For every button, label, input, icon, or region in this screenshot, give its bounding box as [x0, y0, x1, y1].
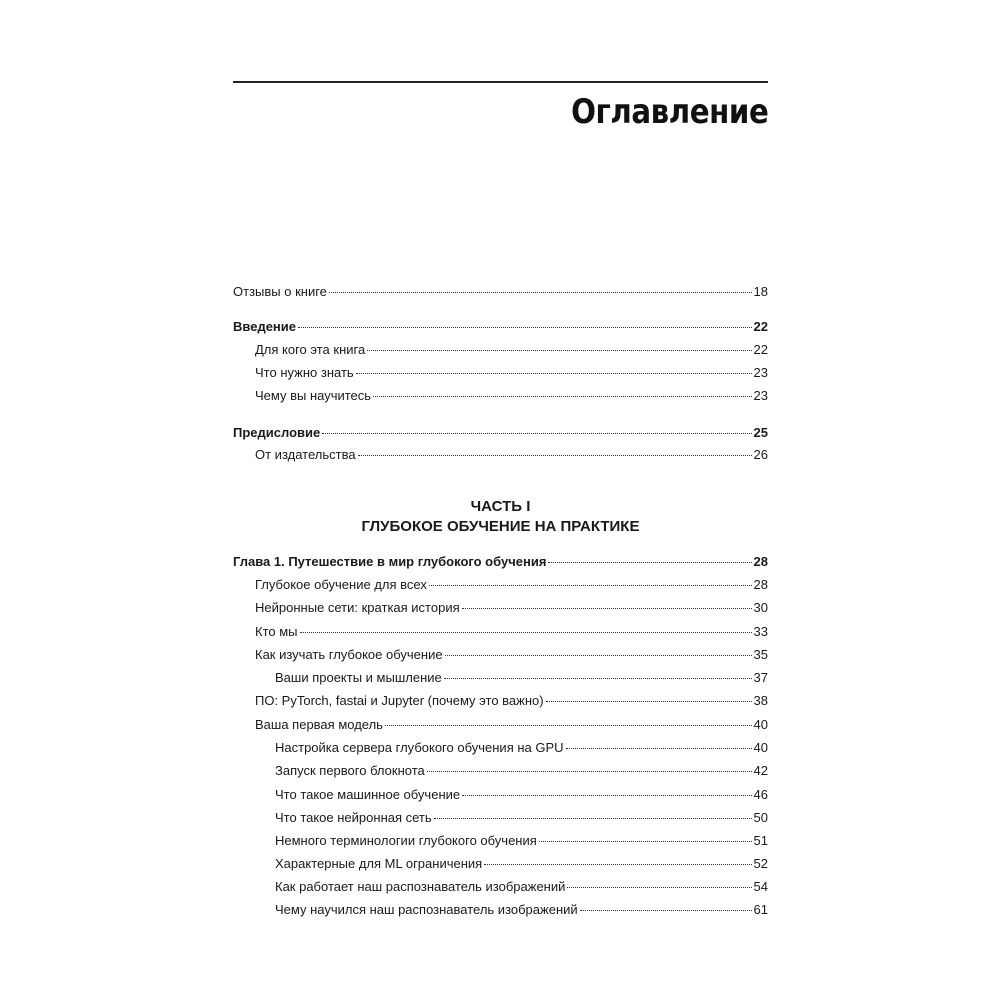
toc-entry-label: Глава 1. Путешествие в мир глубокого обучения — [233, 554, 547, 569]
dot-leader — [546, 701, 752, 702]
toc-entry-page: 33 — [753, 624, 768, 639]
toc-entry-page: 42 — [753, 763, 768, 778]
toc-entry — [233, 423, 768, 443]
part-number: ЧАСТЬ I — [470, 498, 531, 515]
toc-entry-label: Чему научился наш распознаватель изображений — [275, 902, 578, 917]
dot-leader — [298, 327, 752, 328]
toc-entry — [233, 575, 768, 595]
part-title: ГЛУБОКОЕ ОБУЧЕНИЕ НА ПРАКТИКЕ — [361, 518, 640, 535]
dot-leader — [367, 350, 751, 351]
toc-entry-page: 23 — [753, 365, 768, 380]
toc-entry-page: 28 — [753, 577, 768, 592]
toc-entry-page: 30 — [753, 600, 768, 615]
dot-leader — [322, 433, 751, 434]
toc-entry-page: 25 — [753, 425, 768, 440]
dot-leader — [429, 585, 752, 586]
toc-entry-page: 28 — [753, 554, 768, 569]
toc-entry-label: Ваши проекты и мышление — [275, 670, 442, 685]
toc-entry-label: Отзывы о книге — [233, 284, 327, 299]
toc-entry-page: 40 — [753, 717, 768, 732]
page-title: Оглавление — [570, 92, 768, 132]
toc-entry — [233, 761, 768, 781]
toc-entry-label: Как работает наш распознаватель изображений — [275, 879, 566, 894]
toc-entry — [233, 691, 768, 711]
toc-entry-page: 52 — [753, 856, 768, 871]
dot-leader — [358, 455, 752, 456]
dot-leader — [462, 795, 751, 796]
toc-entry — [233, 900, 768, 920]
toc-entry — [233, 877, 768, 897]
dot-leader — [434, 818, 752, 819]
dot-leader — [385, 725, 752, 726]
toc-entry — [233, 808, 768, 828]
toc-entry-label: Настройка сервера глубокого обучения на GPU — [275, 740, 564, 755]
toc-entry — [233, 831, 768, 851]
toc-entry — [233, 738, 768, 758]
toc-entry — [233, 645, 768, 665]
toc-entry — [233, 598, 768, 618]
toc-entry — [233, 386, 768, 406]
toc-entry-label: Немного терминологии глубокого обучения — [275, 833, 537, 848]
dot-leader — [567, 887, 751, 888]
toc-entry-page: 22 — [753, 319, 768, 334]
toc-entry — [233, 282, 768, 302]
toc-entry-label: Чему вы научитесь — [255, 388, 372, 403]
toc-entry-label: Нейронные сети: краткая история — [255, 600, 460, 615]
toc-entry — [233, 622, 768, 642]
dot-leader — [373, 396, 751, 397]
toc-entry-page: 38 — [753, 693, 768, 708]
toc-entry-label: Что нужно знать — [255, 365, 354, 380]
toc-entry-label: Что такое нейронная сеть — [275, 810, 432, 825]
toc-entry-label: Что такое машинное обучение — [275, 787, 461, 802]
toc-entry-label: От издательства — [255, 447, 356, 462]
toc-entry — [233, 317, 768, 337]
dot-leader — [580, 910, 752, 911]
toc-entry-page: 40 — [753, 740, 768, 755]
toc-entry-label: Кто мы — [255, 624, 298, 639]
dot-leader — [445, 655, 752, 656]
toc-entry-label: Предисловие — [233, 425, 321, 440]
dot-leader — [484, 864, 751, 865]
toc-entry-label: Запуск первого блокнота — [275, 763, 425, 778]
toc-entry-label: Как изучать глубокое обучение — [255, 647, 443, 662]
toc-entry — [233, 363, 768, 383]
toc-entry-page: 37 — [753, 670, 768, 685]
toc-entry-page: 35 — [753, 647, 768, 662]
dot-leader — [329, 292, 752, 293]
toc-entry-page: 18 — [753, 284, 768, 299]
toc-entry — [233, 340, 768, 360]
dot-leader — [548, 562, 751, 563]
toc-entry-page: 61 — [753, 902, 768, 917]
dot-leader — [566, 748, 752, 749]
toc-entry-label: ПО: PyTorch, fastai и Jupyter (почему это важно) — [255, 693, 544, 708]
toc-entry — [233, 552, 768, 572]
dot-leader — [356, 373, 752, 374]
toc-entry — [233, 854, 768, 874]
toc-entry-label: Введение — [233, 319, 296, 334]
toc-entry-page: 22 — [753, 342, 768, 357]
toc-entry-label: Ваша первая модель — [255, 717, 383, 732]
dot-leader — [444, 678, 752, 679]
toc-entry-label: Характерные для ML ограничения — [275, 856, 483, 871]
toc-entry-page: 54 — [753, 879, 768, 894]
toc-entry-page: 26 — [753, 447, 768, 462]
toc-entry-label: Для кого эта книга — [255, 342, 366, 357]
toc-entry — [233, 445, 768, 465]
toc-entry-page: 23 — [753, 388, 768, 403]
toc-entry-page: 50 — [753, 810, 768, 825]
toc-entry-page: 46 — [753, 787, 768, 802]
dot-leader — [300, 632, 752, 633]
dot-leader — [462, 608, 752, 609]
dot-leader — [427, 771, 752, 772]
toc-entry — [233, 785, 768, 805]
toc-entry — [233, 715, 768, 735]
dot-leader — [539, 841, 752, 842]
toc-entry-page: 51 — [753, 833, 768, 848]
top-rule — [233, 81, 768, 83]
toc-entry-label: Глубокое обучение для всех — [255, 577, 427, 592]
toc-entry — [233, 668, 768, 688]
